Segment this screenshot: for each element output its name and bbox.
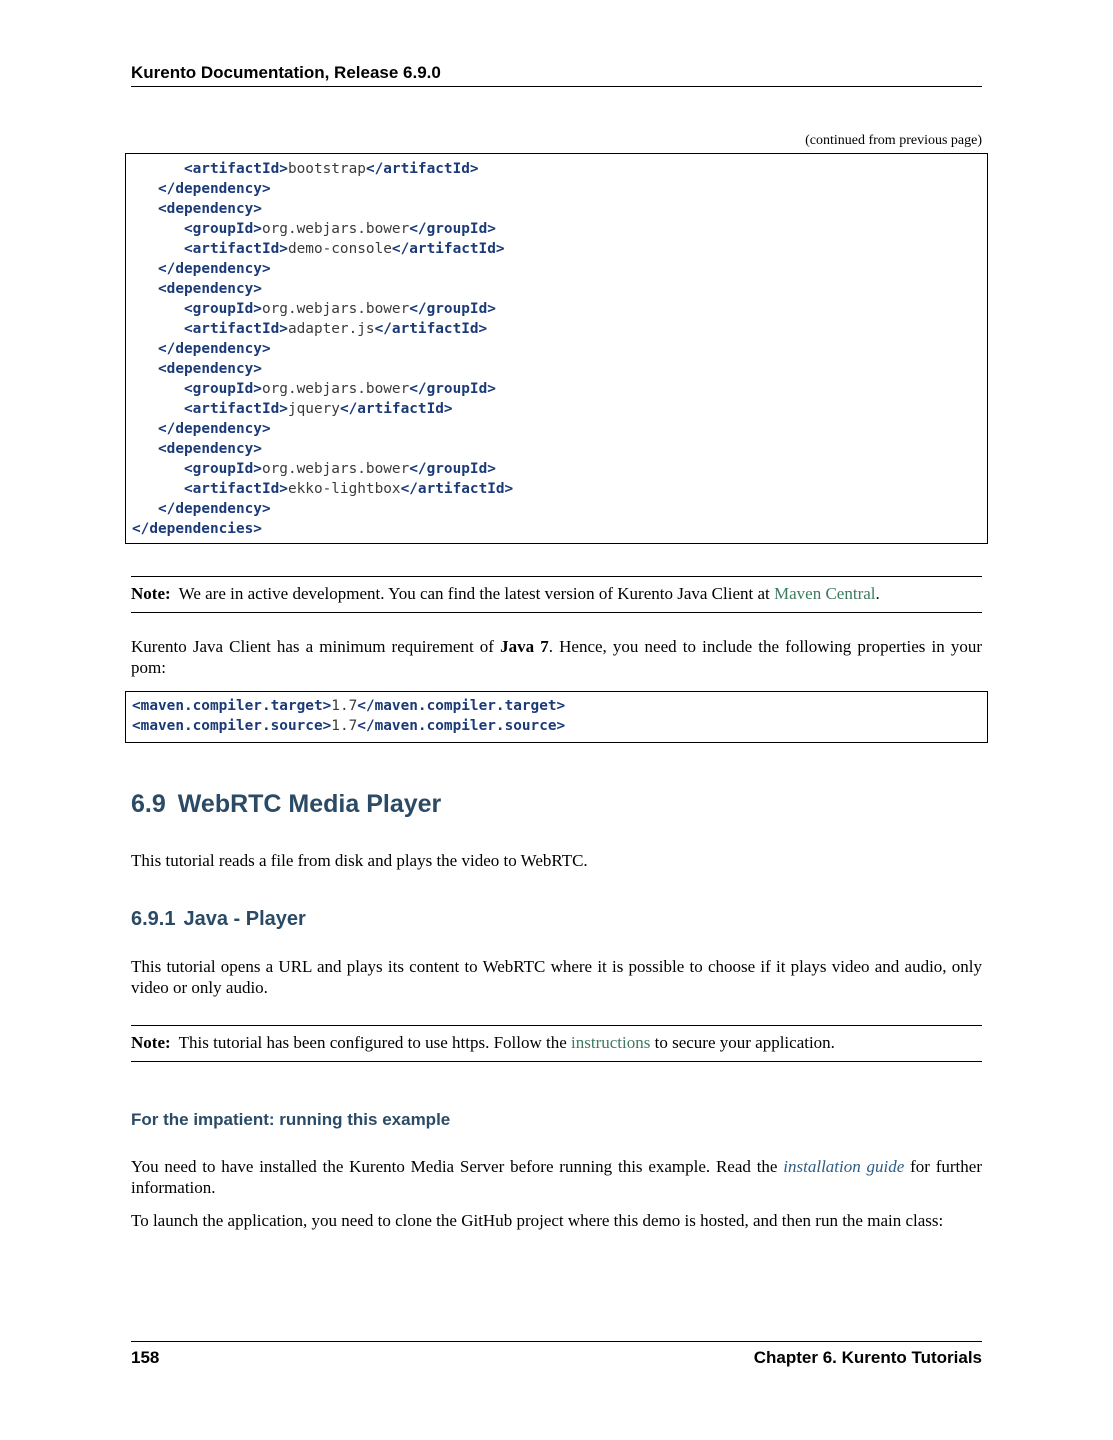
note-text-end: to secure your application. <box>650 1033 835 1052</box>
chapter-title: Chapter 6. Kurento Tutorials <box>753 1348 982 1367</box>
code-close-tag: </groupId> <box>409 381 496 397</box>
code-indent <box>132 201 158 217</box>
code-open-tag: <dependency> <box>158 201 262 217</box>
para-text-end: for further information. <box>131 1157 982 1197</box>
code-open-tag: <dependency> <box>158 361 262 377</box>
code-line <box>126 716 987 736</box>
code-text: jquery <box>287 401 340 417</box>
code-text: 1.7 <box>331 698 358 714</box>
section-heading <box>131 789 441 819</box>
page-number: 158 <box>131 1348 160 1367</box>
code-indent <box>132 301 184 317</box>
code-line <box>126 439 987 459</box>
code-line <box>126 499 987 519</box>
code-indent <box>132 221 184 237</box>
para-text: Kurento Java Client has a minimum requirement of <box>131 637 501 656</box>
code-open-tag: <groupId> <box>183 301 262 317</box>
para-text: You need to have installed the Kurento Media Server before running this example. Read the <box>131 1157 784 1176</box>
subsection-number: 6.9.1 <box>131 908 176 930</box>
code-text: adapter.js <box>287 321 375 337</box>
code-text: demo-console <box>287 241 392 257</box>
code-close-tag: </dependency> <box>158 181 271 197</box>
code-line <box>126 219 987 239</box>
code-open-tag: <maven.compiler.source> <box>132 718 332 734</box>
code-close-tag: </maven.compiler.target> <box>357 698 566 714</box>
code-block-maven-properties <box>125 691 988 743</box>
code-open-tag: <artifactId> <box>183 401 288 417</box>
maven-central-link[interactable]: Maven Central <box>774 584 876 603</box>
note-text: This tutorial has been configured to use https. Follow the <box>178 1033 572 1052</box>
note-https <box>131 1025 982 1062</box>
subsubsection-heading: For the impatient: running this example <box>131 1110 451 1129</box>
code-close-tag: </dependencies> <box>132 521 262 537</box>
subsection-heading <box>131 907 306 931</box>
code-line <box>126 279 987 299</box>
code-open-tag: <groupId> <box>183 461 262 477</box>
paragraph-installation <box>131 1156 982 1198</box>
subsection-title: Java - Player <box>183 908 306 930</box>
code-text: ekko-lightbox <box>287 481 401 497</box>
code-text: 1.7 <box>331 718 358 734</box>
code-text: org.webjars.bower <box>261 461 410 477</box>
para-text-end: . Hence, you need to include the following properties in your pom: <box>131 637 983 677</box>
code-close-tag: </artifactId> <box>374 321 488 337</box>
code-line <box>126 199 987 219</box>
note-maven <box>131 576 982 613</box>
code-line <box>126 519 987 539</box>
code-line <box>126 359 987 379</box>
code-indent <box>132 461 184 477</box>
code-line <box>126 259 987 279</box>
code-close-tag: </dependency> <box>158 421 271 437</box>
code-indent <box>132 281 158 297</box>
code-open-tag: <maven.compiler.target> <box>132 698 332 714</box>
code-text: bootstrap <box>287 161 366 177</box>
code-indent <box>132 401 184 417</box>
continued-label: (continued from previous page) <box>805 133 982 148</box>
section-title: WebRTC Media Player <box>177 790 442 818</box>
code-open-tag: <groupId> <box>183 381 262 397</box>
code-close-tag: </dependency> <box>158 501 271 517</box>
page-footer <box>131 1341 982 1370</box>
code-line <box>126 299 987 319</box>
code-close-tag: </artifactId> <box>339 401 453 417</box>
code-indent <box>132 261 158 277</box>
code-indent <box>132 361 158 377</box>
code-close-tag: </artifactId> <box>400 481 514 497</box>
code-open-tag: <artifactId> <box>183 161 288 177</box>
note-label: Note: <box>131 584 171 603</box>
code-close-tag: </dependency> <box>158 341 271 357</box>
running-header <box>131 61 982 87</box>
code-indent <box>132 501 158 517</box>
code-indent <box>132 181 158 197</box>
code-close-tag: </artifactId> <box>391 241 505 257</box>
code-line <box>126 399 987 419</box>
code-line <box>126 319 987 339</box>
code-indent <box>132 341 158 357</box>
java-version: Java 7 <box>500 637 549 656</box>
code-line <box>126 339 987 359</box>
code-indent <box>132 321 184 337</box>
code-open-tag: <artifactId> <box>183 241 288 257</box>
code-line <box>126 159 987 179</box>
instructions-link[interactable]: instructions <box>571 1033 651 1052</box>
code-line <box>126 459 987 479</box>
installation-guide-link[interactable]: installation guide <box>783 1157 905 1176</box>
code-block-dependencies <box>125 153 988 544</box>
code-close-tag: </groupId> <box>409 221 496 237</box>
code-indent <box>132 481 184 497</box>
paragraph-launch: To launch the application, you need to clone the GitHub project where this demo is hosted, and then run the main class: <box>131 1211 944 1230</box>
code-open-tag: <artifactId> <box>183 321 288 337</box>
code-indent <box>132 441 158 457</box>
code-line <box>126 179 987 199</box>
code-line <box>126 419 987 439</box>
note-label: Note: <box>131 1033 171 1052</box>
code-line <box>126 696 987 716</box>
code-line <box>126 239 987 259</box>
code-text: org.webjars.bower <box>261 301 410 317</box>
code-indent <box>132 421 158 437</box>
code-close-tag: </groupId> <box>409 301 496 317</box>
code-close-tag: </dependency> <box>158 261 271 277</box>
code-line <box>126 379 987 399</box>
code-close-tag: </maven.compiler.source> <box>357 718 566 734</box>
section-number: 6.9 <box>131 790 166 818</box>
code-indent <box>132 161 184 177</box>
code-text: org.webjars.bower <box>261 221 410 237</box>
document-title: Kurento Documentation, Release 6.9.0 <box>131 63 441 82</box>
paragraph-tutorial-description: This tutorial opens a URL and plays its content to WebRTC where it is possible to choose if it plays video and audio, only video or only audio. <box>131 957 982 997</box>
code-text: org.webjars.bower <box>261 381 410 397</box>
note-text: We are in active development. You can find the latest version of Kurento Java Client at <box>178 584 775 603</box>
paragraph-tutorial-intro: This tutorial reads a file from disk and plays the video to WebRTC. <box>131 851 588 870</box>
code-indent <box>132 381 184 397</box>
code-close-tag: </artifactId> <box>365 161 479 177</box>
code-open-tag: <groupId> <box>183 221 262 237</box>
code-open-tag: <artifactId> <box>183 481 288 497</box>
code-indent <box>132 241 184 257</box>
paragraph-java-requirement <box>131 636 982 678</box>
code-open-tag: <dependency> <box>158 281 262 297</box>
code-close-tag: </groupId> <box>409 461 496 477</box>
code-open-tag: <dependency> <box>158 441 262 457</box>
code-line <box>126 479 987 499</box>
note-text-end: . <box>875 584 880 603</box>
